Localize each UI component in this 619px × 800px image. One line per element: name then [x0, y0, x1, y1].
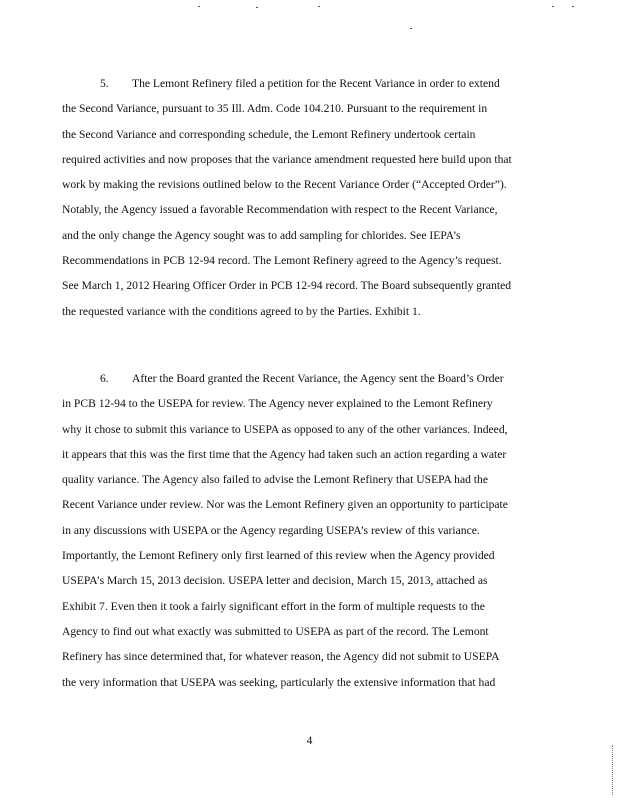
paragraph-line: the very information that USEPA was seeking, particularly the extensive information that had [62, 675, 496, 689]
paragraph-line: the Second Variance, pursuant to 35 Ill. Adm. Code 104.210. Pursuant to the requirement in [62, 102, 488, 116]
paragraph-line: quality variance. The Agency also failed to advise the Lemont Refinery that USEPA had the [62, 473, 488, 487]
paragraph-line: Recent Variance under review. Nor was the Lemont Refinery given an opportunity to participate [62, 498, 508, 512]
paragraph-line: it appears that this was the first time that the Agency had taken such an action regarding a water [62, 447, 507, 461]
paragraph-line: 5. The Lemont Refinery filed a petition for the Recent Variance in order to extend [62, 71, 558, 96]
scan-speck [198, 6, 200, 7]
page-number: 4 [306, 735, 313, 747]
paragraph-line: why it chose to submit this variance to USEPA as opposed to any of the other variances. Indeed, [62, 422, 508, 436]
paragraph-line: Notably, the Agency issued a favorable Recommendation with respect to the Recent Variance, [62, 203, 498, 217]
paragraph-number: 5. [100, 77, 109, 90]
paragraph-line: Importantly, the Lemont Refinery only first learned of this review when the Agency provided [62, 549, 495, 563]
paragraph-line: See March 1, 2012 Hearing Officer Order in PCB 12-94 record. The Board subsequently granted [62, 279, 512, 293]
paragraph-line: in any discussions with USEPA or the Agency regarding USEPA’s review of this variance. [62, 523, 480, 537]
paragraph-number: 6. [100, 372, 109, 385]
scan-speck [572, 6, 574, 7]
paragraph-line: the Second Variance and corresponding schedule, the Lemont Refinery undertook certain [62, 127, 476, 141]
paragraph-line: and the only change the Agency sought was to add sampling for chlorides. See IEPA’s [62, 228, 461, 242]
scan-speck [256, 7, 258, 8]
paragraph-line: in PCB 12-94 to the USEPA for review. The Agency never explained to the Lemont Refinery [62, 397, 493, 411]
paragraph-line: Agency to find out what exactly was submitted to USEPA as part of the record. The Lemont [62, 624, 489, 638]
paragraph-line: work by making the revisions outlined below to the Recent Variance Order (“Accepted Order”). [62, 178, 507, 192]
paragraph-line: 6. After the Board granted the Recent Variance, the Agency sent the Board’s Order [62, 366, 558, 391]
paragraph-line: Recommendations in PCB 12-94 record. The Lemont Refinery agreed to the Agency’s request. [62, 254, 502, 268]
scan-speck [410, 28, 412, 29]
scan-speck [552, 6, 554, 7]
paragraph-line: required activities and now proposes that the variance amendment requested here build upon that [62, 152, 512, 166]
paragraph-6 [62, 366, 558, 695]
paragraph-5 [62, 71, 558, 324]
paragraph-line: the requested variance with the conditions agreed to by the Parties. Exhibit 1. [62, 304, 421, 318]
scan-edge-marks [610, 745, 613, 795]
paragraph-line: USEPA’s March 15, 2013 decision. USEPA letter and decision, March 15, 2013, attached as [62, 574, 488, 588]
paragraph-line: Refinery has since determined that, for whatever reason, the Agency did not submit to USEPA [62, 650, 500, 664]
paragraph-line: Exhibit 7. Even then it took a fairly significant effort in the form of multiple requests to the [62, 599, 485, 613]
scan-speck [318, 6, 320, 7]
